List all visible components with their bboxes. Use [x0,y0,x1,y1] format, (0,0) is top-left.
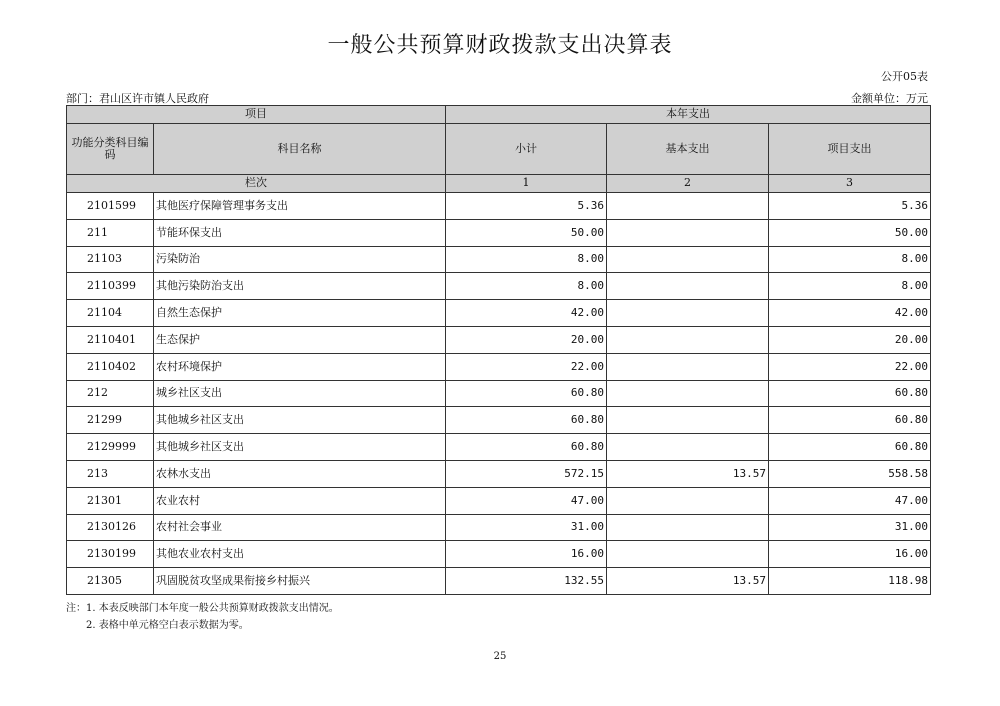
row-code: 21104 [67,300,154,327]
row-project: 20.00 [769,326,931,353]
row-basic [607,300,769,327]
row-basic [607,219,769,246]
table-row [67,300,931,327]
row-code: 2130199 [67,541,154,568]
row-name: 其他医疗保障管理事务支出 [154,193,446,220]
row-name: 其他农业农村支出 [154,541,446,568]
row-name: 农村社会事业 [154,514,446,541]
header-subtotal: 小计 [446,124,607,175]
row-code: 2130126 [67,514,154,541]
row-code: 2110401 [67,326,154,353]
row-basic [607,541,769,568]
row-project: 31.00 [769,514,931,541]
header-row-3 [67,175,931,193]
header-col3: 3 [769,175,931,193]
row-project: 8.00 [769,273,931,300]
row-name: 农村环境保护 [154,353,446,380]
header-item: 项目 [67,106,446,124]
header-col1: 1 [446,175,607,193]
row-code: 212 [67,380,154,407]
row-code: 2110402 [67,353,154,380]
row-basic [607,353,769,380]
row-project: 16.00 [769,541,931,568]
table-row [67,353,931,380]
row-subtotal: 20.00 [446,326,607,353]
note-1: 注：1. 本表反映部门本年度一般公共预算财政拨款支出情况。 [66,603,339,614]
row-code: 21301 [67,487,154,514]
row-name: 农业农村 [154,487,446,514]
row-basic [607,514,769,541]
row-name: 其他污染防治支出 [154,273,446,300]
header-basic: 基本支出 [607,124,769,175]
form-code: 公开05表 [881,70,928,83]
row-code: 211 [67,219,154,246]
row-subtotal: 132.55 [446,568,607,595]
row-subtotal: 60.80 [446,407,607,434]
table-row [67,514,931,541]
row-code: 2129999 [67,434,154,461]
row-subtotal: 16.00 [446,541,607,568]
row-subtotal: 8.00 [446,246,607,273]
table-row [67,273,931,300]
header-subject-name: 科目名称 [154,124,446,175]
row-subtotal: 572.15 [446,460,607,487]
header-project: 项目支出 [769,124,931,175]
row-basic: 13.57 [607,460,769,487]
department-label: 部门：君山区许市镇人民政府 [66,92,209,105]
row-name: 农林水支出 [154,460,446,487]
expenditure-table [66,105,931,595]
table-row [67,568,931,595]
header-row-1 [67,106,931,124]
row-basic: 13.57 [607,568,769,595]
row-project: 60.80 [769,407,931,434]
table-row [67,246,931,273]
row-code: 21305 [67,568,154,595]
row-basic [607,193,769,220]
row-basic [607,434,769,461]
row-name: 污染防治 [154,246,446,273]
row-code: 21299 [67,407,154,434]
table-row [67,460,931,487]
table-row [67,487,931,514]
row-code: 21103 [67,246,154,273]
row-project: 50.00 [769,219,931,246]
row-name: 城乡社区支出 [154,380,446,407]
table-row [67,219,931,246]
header-current-year: 本年支出 [446,106,931,124]
table-row [67,380,931,407]
notes [66,600,339,634]
row-subtotal: 47.00 [446,487,607,514]
row-code: 213 [67,460,154,487]
row-basic [607,273,769,300]
row-name: 生态保护 [154,326,446,353]
row-basic [607,326,769,353]
row-code: 2101599 [67,193,154,220]
table-row [67,407,931,434]
table-row [67,541,931,568]
header-col2: 2 [607,175,769,193]
row-name: 节能环保支出 [154,219,446,246]
header-column-label: 栏次 [67,175,446,193]
row-project: 47.00 [769,487,931,514]
row-subtotal: 5.36 [446,193,607,220]
row-subtotal: 22.00 [446,353,607,380]
row-name: 巩固脱贫攻坚成果衔接乡村振兴 [154,568,446,595]
row-basic [607,380,769,407]
header-func-code: 功能分类科目编码 [67,124,154,175]
row-name: 其他城乡社区支出 [154,407,446,434]
row-basic [607,487,769,514]
row-name: 其他城乡社区支出 [154,434,446,461]
row-project: 60.80 [769,380,931,407]
table-row [67,193,931,220]
row-subtotal: 60.80 [446,434,607,461]
row-project: 118.98 [769,568,931,595]
row-basic [607,407,769,434]
row-subtotal: 60.80 [446,380,607,407]
row-subtotal: 8.00 [446,273,607,300]
row-subtotal: 50.00 [446,219,607,246]
row-basic [607,246,769,273]
row-project: 558.58 [769,460,931,487]
row-project: 60.80 [769,434,931,461]
table-row [67,434,931,461]
row-project: 5.36 [769,193,931,220]
page-title: 一般公共预算财政拨款支出决算表 [327,33,673,58]
page-number: 25 [493,651,507,662]
row-project: 22.00 [769,353,931,380]
row-project: 8.00 [769,246,931,273]
row-name: 自然生态保护 [154,300,446,327]
header-row-2 [67,124,931,175]
table-row [67,326,931,353]
row-project: 42.00 [769,300,931,327]
row-subtotal: 42.00 [446,300,607,327]
note-2: 2. 表格中单元格空白表示数据为零。 [86,620,249,631]
row-subtotal: 31.00 [446,514,607,541]
row-code: 2110399 [67,273,154,300]
unit-label: 金额单位：万元 [851,92,928,105]
